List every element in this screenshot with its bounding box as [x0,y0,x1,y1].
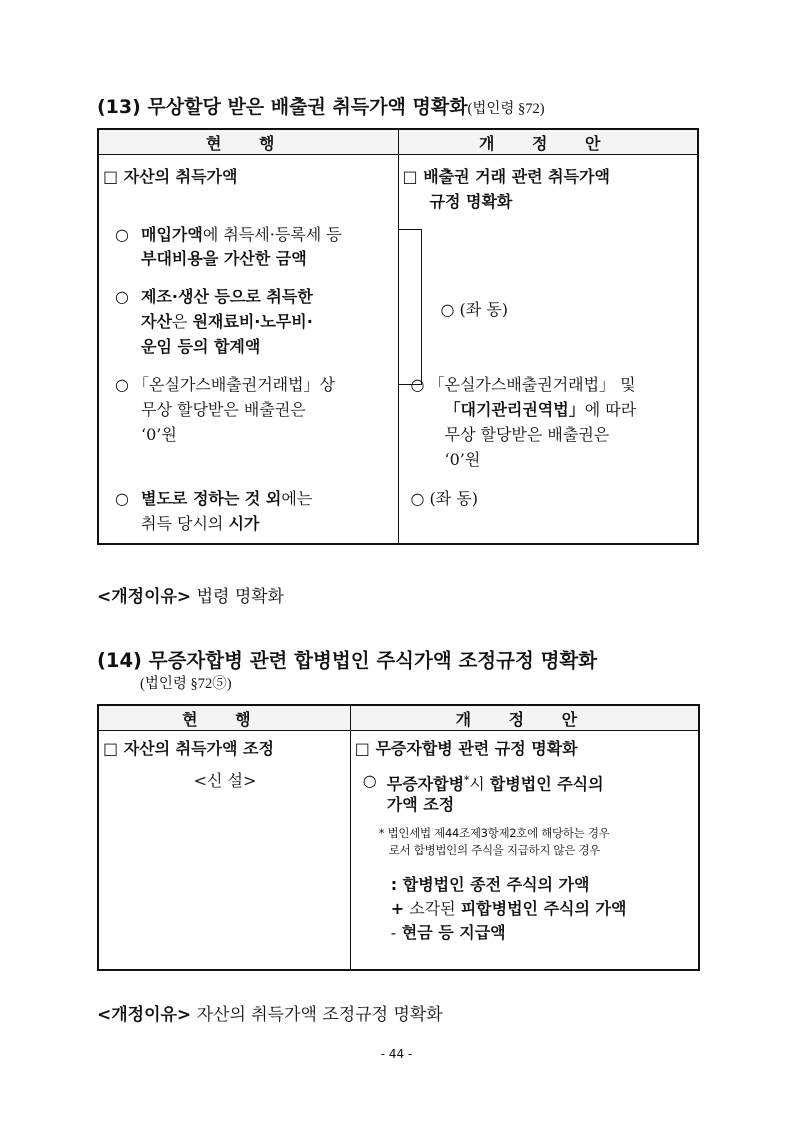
bullet-icon: ○ [115,489,129,508]
reason-14 [97,1000,443,1025]
current-item-purchase-l2: 부대비용을 가산한 금액 [141,249,307,268]
bullet-icon: ○ [115,287,129,306]
formula-line-1: : 합병법인 종전 주식의 가액 [390,875,590,894]
bullet-icon: ○ [115,375,129,394]
reason-14-text: 자산의 취득가액 조정규정 명확화 [196,1005,443,1025]
comparison-table-13 [97,128,699,545]
revised-column [398,155,698,545]
current-box-item: □ 자산의 취득가액 조정 [103,739,274,758]
current-item-market-l2: 취득 당시의 시가 [141,514,260,533]
current-item-manufacture-l3: 운임 등의 합계액 [141,337,261,356]
bullet-icon: ○ [115,225,129,244]
header-revised: 개 정 안 [398,129,698,155]
revised-column [350,731,699,971]
current-item-market: 별도로 정하는 것 외에는 [141,489,313,508]
footnote-line-1: * 법인세법 제44조제3항제2호에 해당하는 경우 [378,826,610,840]
comparison-table-14 [97,704,700,971]
current-column [98,155,398,545]
current-item-emission: 「온실가스배출권거래법」상 [133,375,336,394]
revised-box-item-l2: 규정 명확화 [429,192,513,211]
bullet-icon: ○ [362,771,377,790]
revised-item-merger-l2: 가액 조정 [386,795,455,814]
header-current: 현 행 [98,705,350,731]
current-item-manufacture: 제조·생산 등으로 취득한 [141,287,313,306]
revised-item-emission-l3: 무상 할당받은 배출권은 [444,425,610,444]
formula-line-3: - 현금 등 지급액 [390,923,506,942]
footnote-line-2: 로서 합병법인의 주식을 지급하지 않은 경우 [388,843,601,857]
bracket-shape [399,229,422,385]
current-item-emission-l2: 무상 할당받은 배출권은 [141,400,306,419]
header-current: 현 행 [98,129,398,155]
formula-line-2: + 소각된 피합병법인 주식의 가액 [390,899,627,918]
current-column [98,731,350,971]
current-box-item: □ 자산의 취득가액 [103,167,238,186]
header-revised: 개 정 안 [350,705,699,731]
revised-item-emission-l2: 「대기관리권역법」에 따라 [444,400,637,419]
section-14-ref: (법인령 §72⑤) [140,676,232,692]
revised-box-item: □ 배출권 거래 관련 취득가액 [402,167,610,186]
current-new-placeholder: <신 설> [193,771,257,790]
current-item-emission-l3: ‘0’원 [141,425,177,444]
reason-14-label: <개정이유> [97,1005,192,1025]
section-14-title: (14) 무증자합병 관련 합병법인 주식가액 조정규정 명확화 [97,649,598,672]
reason-13-text: 법령 명확화 [196,587,285,607]
current-item-manufacture-l2: 자산은 원재료비·노무비· [141,312,313,331]
section-13-ref: (법인령 §72) [467,101,545,117]
revised-item-emission: 「온실가스배출권거래법」 및 [428,375,636,394]
reason-13 [97,582,284,607]
bullet-icon: ○ [410,375,425,394]
section-13-title: (13) 무상할당 받은 배출권 취득가액 명확화(법인령 §72) [97,96,545,118]
revised-item-merger: 무증자합병*시 합병법인 주식의 [386,774,604,794]
revised-item-emission-l4: ‘0’원 [444,450,481,469]
current-item-purchase: 매입가액에 취득세·등록세 등 [141,225,342,244]
reason-13-label: <개정이유> [97,587,192,607]
revised-same-2: ○ (좌 동) [410,489,479,508]
page-number: - 44 - [380,1047,413,1061]
revised-box-item: □ 무증자합병 관련 규정 명확화 [354,739,578,758]
revised-same-1: ○ (좌 동) [440,300,509,319]
